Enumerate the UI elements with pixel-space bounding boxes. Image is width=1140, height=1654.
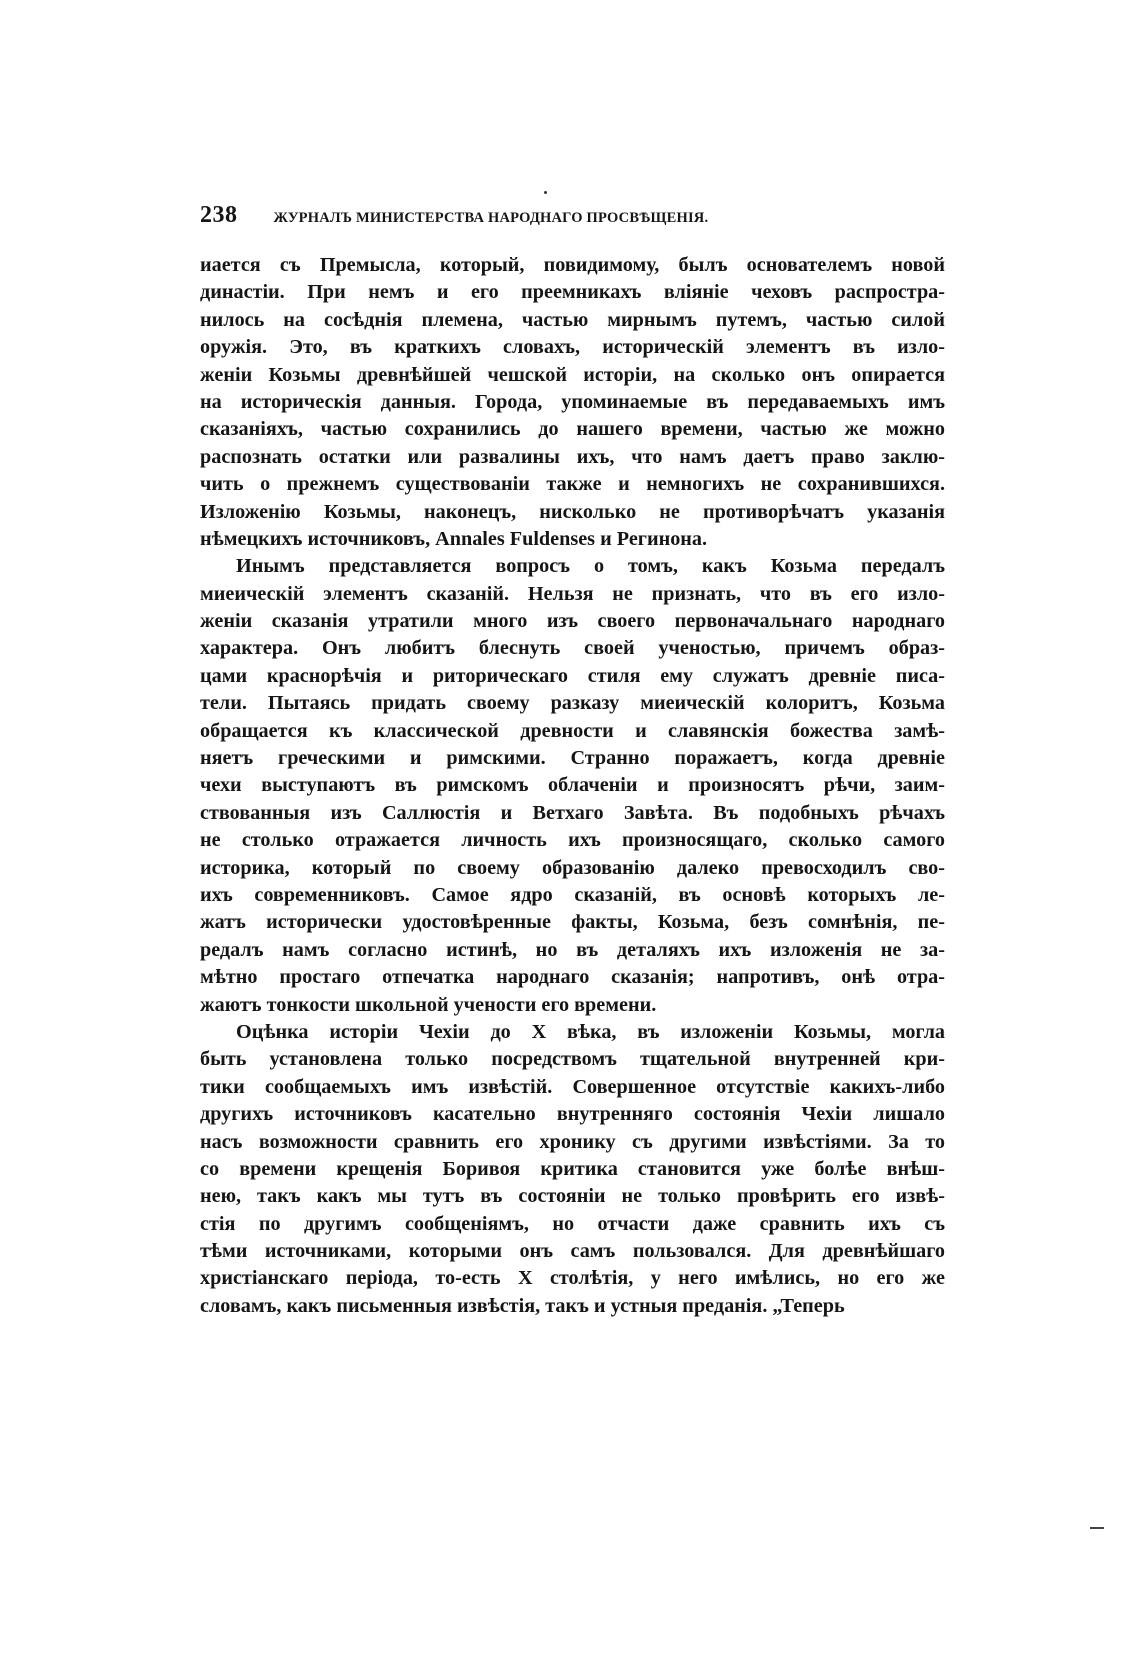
text-line: стія по другимъ сообщеніямъ, но отчасти даже сравнить ихъ съ (200, 1212, 945, 1235)
text-line: иается съ Премысла, который, повидимому, былъ основателемъ новой (200, 254, 945, 276)
text-line: чехи выступаютъ въ римскомъ облаченіи и произносятъ рѣчи, заим- (200, 774, 945, 797)
text-line: характера. Онъ любитъ блеснуть своей ученостью, причемъ образ- (200, 637, 945, 660)
paragraph (200, 252, 945, 553)
text-line: тели. Пытаясь придать своему разказу миеическій колоритъ, Козьма (200, 692, 945, 715)
text-line: другихъ источниковъ касательно внутренняго состоянія Чехіи лишало (200, 1103, 945, 1126)
text-line: няетъ греческими и римскими. Странно поражаетъ, когда древніе (200, 747, 945, 770)
text-line: жаютъ тонкости школьной учености его времени. (200, 993, 657, 1016)
text-line: мѣтно простаго отпечатка народнаго сказанія; напротивъ, онѣ отра- (200, 966, 945, 989)
text-line: не столько отражается личность ихъ произносящаго, сколько самого (200, 829, 945, 852)
text-line: цами краснорѣчія и риторическаго стиля ему служатъ древніе писа- (200, 664, 945, 687)
text-line: на историческія данныя. Города, упоминаемые въ передаваемыхъ имъ (200, 390, 945, 413)
text-line: словамъ, какъ письменныя извѣстія, такъ и устныя преданія. „Теперь (200, 1294, 845, 1317)
text-line: оружія. Это, въ краткихъ словахъ, историческій элементъ въ изло- (200, 336, 945, 359)
text-line: редалъ намъ согласно истинѣ, но въ деталяхъ ихъ изложенія не за- (200, 938, 945, 961)
text-line: историка, который по своему образованію далеко превосходилъ сво- (200, 856, 945, 879)
text-line: распознать остатки или развалины ихъ, что намъ даетъ право заклю- (200, 445, 945, 468)
text-line: насъ возможности сравнить его хронику съ другими извѣстіями. За то (200, 1130, 945, 1153)
text-line: Инымъ представляется вопросъ о томъ, какъ Козьма передалъ (236, 555, 945, 578)
text-line: женіи Козьмы древнѣйшей чешской исторіи, на сколько онъ опирается (200, 363, 945, 386)
text-line: жатъ исторически удостовѣренные факты, Козьма, безъ сомнѣнія, пе- (200, 911, 945, 934)
text-line: нею, такъ какъ мы тутъ въ состояніи не только провѣрить его извѣ- (200, 1185, 945, 1208)
text-line: обращается къ классической древности и славянскія божества замѣ- (200, 719, 945, 742)
text-line: Изложенію Козьмы, наконецъ, нисколько не противорѣчатъ указанія (200, 500, 945, 523)
text-line: Оцѣнка исторіи Чехіи до X вѣка, въ изложеніи Козьмы, могла (236, 1020, 945, 1043)
text-line: династіи. При немъ и его преемникахъ вліяніе чеховъ распростра- (200, 281, 945, 304)
text-line: сказаніяхъ, частью сохранились до нашего времени, частью же можно (200, 418, 945, 441)
text-line: нѣмецкихъ источниковъ, Annales Fuldenses и Регинона. (200, 527, 708, 550)
page-number: 238 (200, 202, 238, 228)
body-text (200, 252, 945, 1432)
paragraph (200, 1019, 945, 1320)
text-line: ихъ современниковъ. Самое ядро сказаній, въ основѣ которыхъ ле- (200, 883, 945, 906)
text-line: чить о прежнемъ существованіи также и немногихъ не сохранившихся. (200, 473, 945, 496)
text-line: ствованныя изъ Саллюстія и Ветхаго Завѣта. Въ подобныхъ рѣчахъ (200, 801, 945, 824)
text-line: миеическій элементъ сказаній. Нельзя не признать, что въ его изло- (200, 582, 945, 605)
text-line: тѣми источниками, которыми онъ самъ пользовался. Для древнѣйшаго (200, 1240, 945, 1263)
corner-mark (1090, 1527, 1104, 1529)
paragraph (200, 553, 945, 1019)
text-line: нилось на сосѣднія племена, частью мирнымъ путемъ, частью силой (200, 308, 945, 331)
journal-title: ЖУРНАЛЪ МИНИСТЕРСТВА НАРОДНАГО ПРОСВѢЩЕНІЯ. (273, 210, 709, 226)
text-line: быть установлена только посредствомъ тщательной внутренней кри- (200, 1048, 945, 1071)
text-line: христіанскаго періода, то-есть X столѣтія, у него имѣлись, но его же (200, 1267, 945, 1290)
text-line: тики сообщаемыхъ имъ извѣстій. Совершенное отсутствіе какихъ-либо (200, 1075, 945, 1098)
print-speck (544, 191, 547, 194)
text-line: женіи сказанія утратили много изъ своего первоначальнаго народнаго (200, 610, 945, 633)
text-line: со времени крещенія Боривоя критика становится уже болѣе внѣш- (200, 1157, 945, 1180)
running-head (200, 202, 945, 232)
